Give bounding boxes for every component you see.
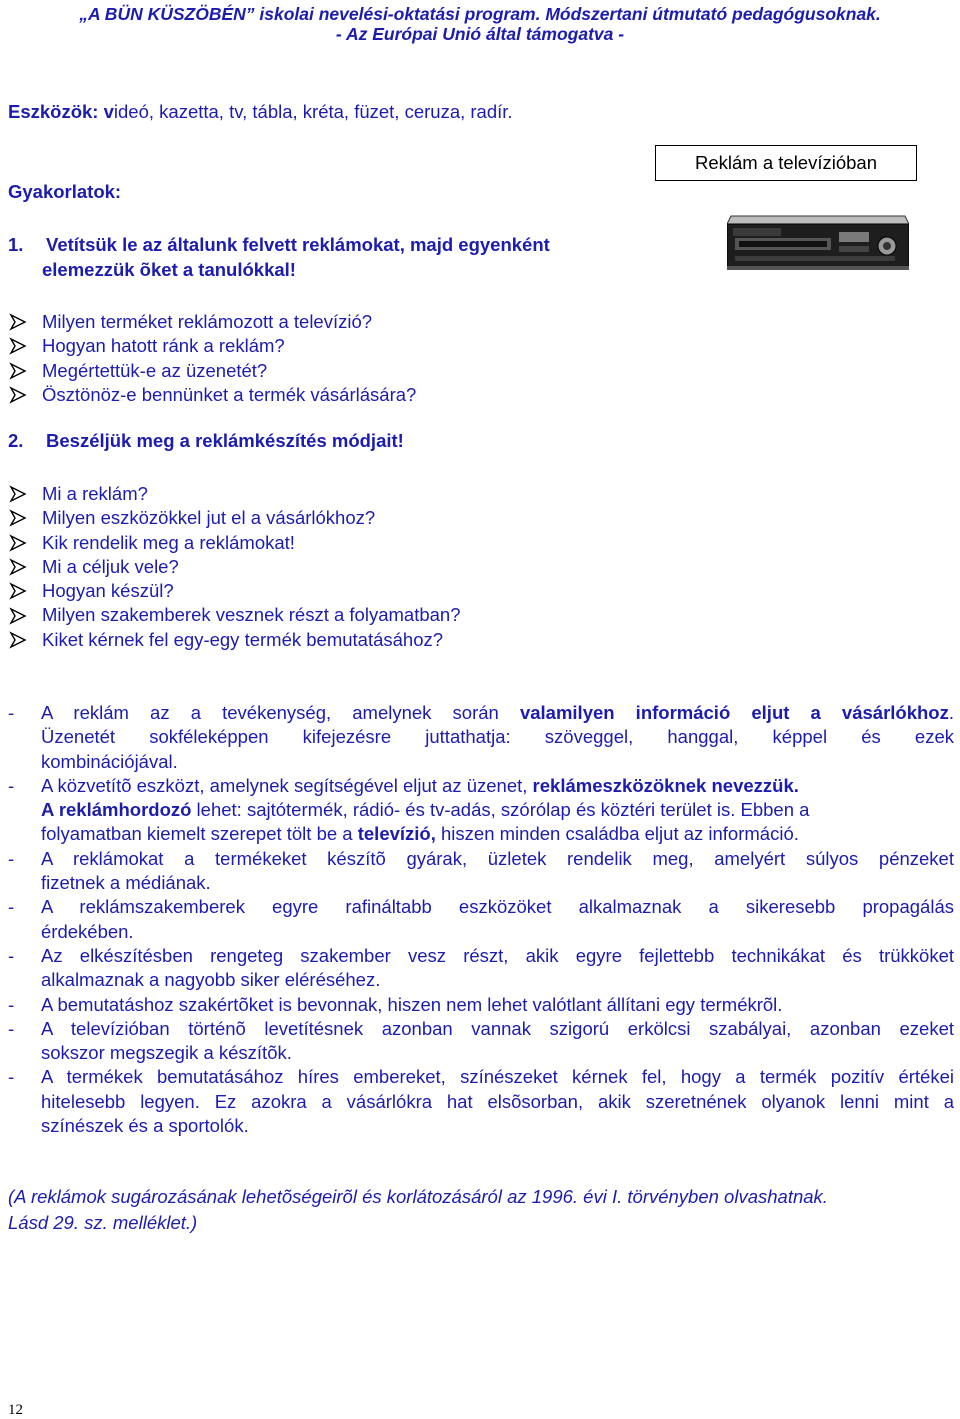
section-title-box: Reklám a televízióban: [655, 145, 917, 181]
list-item: - A reklámokat a termékeket készítõ gyárak, üzletek rendelik meg, amelyért súlyos pénzeket fizetnek a médiának.: [8, 847, 954, 896]
list-item: Kik rendelik meg a reklámokat!: [8, 531, 461, 555]
exercise-1-questions: [8, 310, 416, 407]
list-item: Megértettük-e az üzenetét?: [8, 359, 416, 383]
list-item: Milyen eszközökkel jut el a vásárlókhoz?: [8, 506, 461, 530]
legal-note-line-2: Lásd 29. sz. melléklet.): [8, 1212, 198, 1233]
arrow-bullet-icon: [8, 606, 28, 626]
exercise-1-line-1: Vetítsük le az általunk felvett reklámokat, majd egyenként: [46, 234, 550, 255]
tools-list: ideó, kazetta, tv, tábla, kréta, füzet, ceruza, radír.: [113, 101, 513, 122]
dash-bullet: -: [8, 944, 15, 966]
arrow-bullet-icon: [8, 361, 28, 381]
tools-line: [8, 100, 513, 124]
dash-bullet: -: [8, 1066, 15, 1088]
dash-bullet: -: [8, 896, 15, 918]
list-item: - A bemutatáshoz szakértõket is bevonnak, hiszen nem lehet valótlant állítani egy termékrõl.: [8, 993, 954, 1017]
list-item: Hogyan készül?: [8, 579, 461, 603]
page-number: 12: [8, 1402, 23, 1418]
list-item: Hogyan hatott ránk a reklám?: [8, 334, 416, 358]
list-item: Mi a céljuk vele?: [8, 555, 461, 579]
legal-note: [8, 1184, 954, 1236]
list-item: Mi a reklám?: [8, 482, 461, 506]
dash-bullet: -: [8, 702, 15, 723]
dash-bullet: -: [8, 993, 15, 1015]
header-line-1: „A BÜN KÜSZÖBÉN” iskolai nevelési-oktatási program. Módszertani útmutató pedagógusoknak.: [79, 4, 881, 24]
exercise-2-title: Beszéljük meg a reklámkészítés módjait!: [46, 430, 404, 451]
exercise-2-number: 2.: [8, 430, 24, 451]
arrow-bullet-icon: [8, 508, 28, 528]
arrow-bullet-icon: [8, 312, 28, 332]
exercises-label: Gyakorlatok:: [8, 181, 122, 202]
list-item: - A reklámszakemberek egyre rafináltabb eszközöket alkalmaznak a sikeresebb propagálás érdekében.: [8, 895, 954, 944]
header-line-2: - Az Európai Unió által támogatva -: [335, 24, 625, 44]
arrow-bullet-icon: [8, 581, 28, 601]
list-item: Milyen szakemberek vesznek részt a folyamatban?: [8, 603, 461, 627]
list-item: - A reklám az a tevékenység, amelynek során valamilyen információ eljut a vásárlókhoz. Üzenetét sokféleképpen kifejezésre juttathatja: szöveggel, hanggal, képpel és ezek kombinációjával.: [8, 701, 954, 774]
arrow-bullet-icon: [8, 385, 28, 405]
list-item: - A televízióban történõ levetítésnek azonban vannak szigorú erkölcsi szabályai, azonban ezeket sokszor megszegik a készítõk.: [8, 1017, 954, 1066]
arrow-bullet-icon: [8, 533, 28, 553]
list-item: Kiket kérnek fel egy-egy termék bemutatásához?: [8, 628, 461, 652]
exercise-2-questions: [8, 482, 461, 652]
exercise-2-heading: [8, 428, 404, 454]
arrow-bullet-icon: [8, 557, 28, 577]
list-item: Ösztönöz-e bennünket a termék vásárlására?: [8, 383, 416, 407]
legal-note-line-1: (A reklámok sugározásának lehetõségeirõl és korlátozásáról az 1996. évi I. törvényben olvashatnak.: [8, 1186, 828, 1207]
exercise-1-heading: [8, 232, 550, 282]
dash-bullet: -: [8, 1017, 15, 1039]
arrow-bullet-icon: [8, 484, 28, 504]
list-item: - A közvetítõ eszközt, amelynek segítségével eljut az üzenet, reklámeszközöknek nevezzük. A reklámhordozó lehet: sajtótermék, rádió- és tv-adás, szórólap és köztéri terület is. Ebben a folyamatban kiemelt szerepet tölt be a televízió, hiszen minden családba eljut az információ.: [8, 774, 954, 847]
exercise-1-number: 1.: [8, 234, 24, 255]
facts-list: [8, 701, 954, 1138]
dash-bullet: -: [8, 774, 15, 796]
vcr-image: [727, 212, 909, 270]
list-item: - A termékek bemutatásához híres embereket, színészeket kérnek fel, hogy a termék pozitív értékei hitelesebb legyen. Ez azokra a vásárlókra hat elsõsorban, akik szeretnének olyanok lenni mint a színészek és a sportolók.: [8, 1065, 954, 1138]
dash-bullet: -: [8, 847, 15, 869]
tools-label: Eszközök: v: [8, 101, 114, 122]
list-item: Milyen terméket reklámozott a televízió?: [8, 310, 416, 334]
arrow-bullet-icon: [8, 336, 28, 356]
document-header: [0, 4, 960, 44]
arrow-bullet-icon: [8, 630, 28, 650]
list-item: - Az elkészítésben rengeteg szakember vesz részt, akik egyre fejlettebb technikákat és trükköket alkalmaznak a nagyobb siker eléréséhez.: [8, 944, 954, 993]
exercise-1-line-2: elemezzük õket a tanulókkal!: [42, 259, 296, 280]
